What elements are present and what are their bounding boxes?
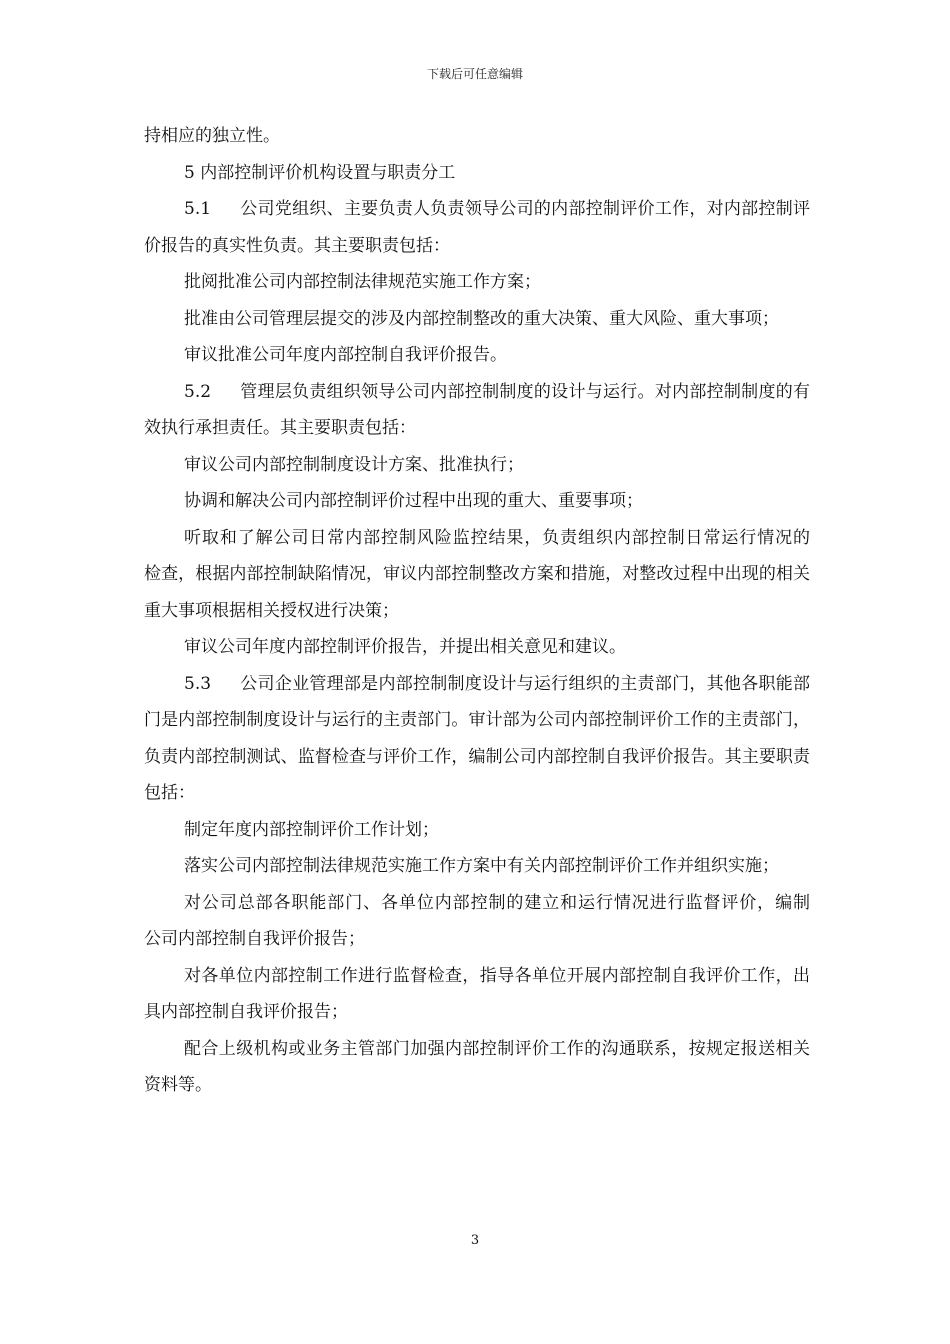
section-number: 5.1 xyxy=(184,199,212,219)
section-paragraph xyxy=(144,374,810,447)
paragraph-text: 协调和解决公司内部控制评价过程中出现的重大、重要事项； xyxy=(184,491,643,511)
body-paragraph xyxy=(144,520,827,630)
body-paragraph xyxy=(144,629,810,666)
body-paragraph xyxy=(144,958,810,1031)
paragraph-text: 配合上级机构或业务主管部门加强内部控制评价工作的沟通联系，按规定报送相关资料等。 xyxy=(144,1038,810,1095)
paragraph-text: 审议公司内部控制制度设计方案、批准执行； xyxy=(184,454,524,475)
paragraph-text: 制定年度内部控制评价工作计划； xyxy=(184,819,439,840)
section-paragraph xyxy=(144,191,810,264)
paragraph-text: 批准由公司管理层提交的涉及内部控制整改的重大决策、重大风险、重大事项； xyxy=(184,308,779,329)
body-paragraph xyxy=(144,447,810,484)
paragraph-text: 听取和了解公司日常内部控制风险监控结果，负责组织内部控制日常运行情况的 检查，根据内部控制缺陷情况，审议内部控制整改方案和措施，对整改过程中出现的相关重大事项根据相关授权进行决策； xyxy=(144,527,827,621)
paragraph-text: 管理层负责组织领导公司内部控制制度的设计与运行。对内部控制制度的有效执行承担责任。其主要职责包括： xyxy=(144,381,810,438)
paragraph-text: 落实公司内部控制法律规范实施工作方案中有关内部控制评价工作并组织实施； xyxy=(184,856,779,876)
paragraph-text: 对各单位内部控制工作进行监督检查，指导各单位开展内部控制自我评价工作，出具内部控制自我评价报告； xyxy=(144,965,810,1022)
body-paragraph xyxy=(144,848,810,885)
body-paragraph xyxy=(144,118,810,155)
body-paragraph xyxy=(144,155,810,192)
paragraph-text: 5 内部控制评价机构设置与职责分工 xyxy=(184,162,456,183)
paragraph-text: 审议公司年度内部控制评价报告，并提出相关意见和建议。 xyxy=(184,637,626,657)
document-body xyxy=(144,118,827,1104)
paragraph-text: 持相应的独立性。 xyxy=(144,126,280,146)
paragraph-text: 公司企业管理部是内部控制制度设计与运行组织的主责部门，其他各职能部门是内部控制制度设计与运行的主责部门。审计部为公司内部控制评价工作的主责部门，负责内部控制测试、监督检查与评价工作，编制公司内部控制自我评价报告。其主要职责包括： xyxy=(144,673,810,803)
body-paragraph xyxy=(144,885,827,958)
body-paragraph xyxy=(144,301,810,338)
paragraph-text: 审议批准公司年度内部控制自我评价报告。 xyxy=(184,345,507,365)
paragraph-text: 批阅批准公司内部控制法律规范实施工作方案； xyxy=(184,272,541,292)
section-number: 5.3 xyxy=(184,673,212,694)
paragraph-text: 对公司总部各职能部门、各单位内部控制的建立和运行情况进行监督评价，编制 公司内部控制自我评价报告； xyxy=(144,892,827,949)
body-paragraph xyxy=(144,264,810,301)
body-paragraph xyxy=(144,483,810,520)
paragraph-text: 公司党组织、主要负责人负责领导公司的内部控制评价工作，对内部控制评价报告的真实性负责。其主要职责包括： xyxy=(144,199,810,256)
body-paragraph xyxy=(144,1031,810,1104)
body-paragraph xyxy=(144,337,810,374)
page-number: 3 xyxy=(470,1233,480,1248)
section-number: 5.2 xyxy=(184,381,212,402)
section-paragraph xyxy=(144,666,810,812)
page-header: 下载后可任意编辑 xyxy=(426,67,523,81)
body-paragraph xyxy=(144,812,810,849)
